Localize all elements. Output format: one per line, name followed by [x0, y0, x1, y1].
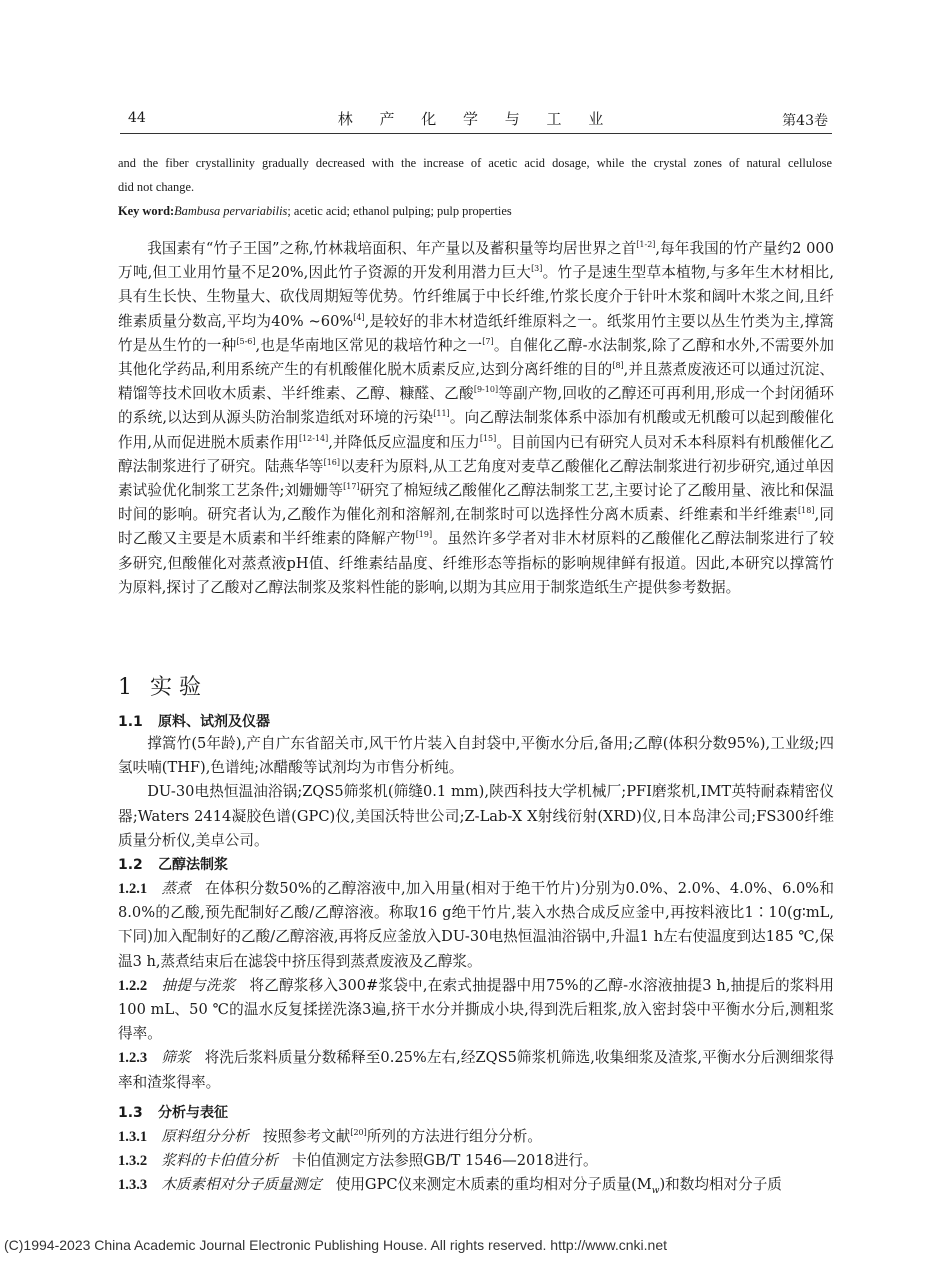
subsubsection-text: 在体积分数50%的乙醇溶液中,加入用量(相对于绝干竹片)分别为0.0%、2.0%、4.0%、6.0%和8.0%的乙酸,预先配制好乙酸/乙醇溶液。称取16 g绝干竹片,装入水热合成反应釜中,再按料液比1∶10(g∶mL,下同)加入配制好的乙酸/乙醇溶液,再将反应釜放入DU-30电热恒温油浴锅中,升温1 h左右使温度到达185 ℃,保温3 h,蒸煮结束后在滤袋中挤压得到蒸煮废液及乙醇浆。	[118, 880, 834, 970]
subsection-heading	[118, 711, 270, 731]
section-title: 实 验	[150, 675, 201, 700]
keyword-label: Key word:	[118, 204, 175, 218]
section-number: 1	[118, 675, 132, 700]
subsubsection-number: 1.3.2	[118, 1153, 148, 1170]
intro-paragraph	[118, 237, 834, 600]
subsection-number: 1.2	[118, 857, 143, 873]
citation: [15]	[479, 433, 497, 443]
subsection-title: 原料、试剂及仪器	[158, 714, 270, 730]
intro-text: 。向乙醇法制浆体系中添加有机酸或无机酸可以起到酸催化作用,从而促进脱木质素作用	[118, 409, 834, 451]
subsubsection-title: 筛浆	[161, 1049, 191, 1067]
subsection-heading	[118, 1102, 228, 1122]
header-rule	[120, 133, 832, 134]
citation: [16]	[323, 457, 340, 467]
intro-text: 以麦秆为原料,从工艺角度对麦草乙酸催化乙醇法制浆进行初步研究,通过单因素试验优化制浆工艺条件;刘姗姗等	[118, 457, 834, 500]
citation: [11]	[433, 409, 450, 419]
subsubsection-title: 木质素相对分子质量测定	[161, 1176, 322, 1194]
analysis-text	[118, 1125, 834, 1204]
abstract-line-2: did not change.	[118, 180, 195, 194]
subsubsection-paragraph	[118, 1149, 834, 1173]
subsubsection-text: 使用GPC仪来测定木质素的重均相对分子质量(M	[335, 1176, 652, 1194]
subsubsection-paragraph	[118, 1125, 834, 1149]
citation: [18]	[798, 506, 815, 516]
intro-text: 。目前国内已有研究人员对禾本科原料有机酸催化乙醇法制浆进行了研究。陆燕华等	[118, 433, 835, 475]
intro-text: 。虽然许多学者对非木材原料的乙酸催化乙醇法制浆进行了较多研究,但酸催化对蒸煮液pH值、纤维素结晶度、纤维形态等指标的影响规律鲜有报道。因此,本研究以撑篙竹为原料,探讨了乙酸对乙醇法制浆及浆料性能的影响,以期为其应用于制浆造纸生产提供参考数据。	[118, 530, 834, 596]
intro-text: ,是较好的非木材造纸纤维原料之一。纸浆用竹主要以丛生竹类为主,撑篙竹是丛生竹的一种	[118, 312, 835, 354]
page-number: 44	[128, 110, 146, 126]
subsubsection-paragraph	[118, 1046, 834, 1094]
citation: [5-6]	[236, 336, 256, 346]
citation: [12-14]	[298, 433, 329, 443]
subsubsection-number: 1.2.2	[118, 977, 148, 994]
intro-text: 研究了棉短绒乙酸催化乙醇法制浆工艺,主要讨论了乙酸用量、液比和保温时间的影响。研究者认为,乙酸作为催化剂和溶解剂,在制浆时可以选择性分离木质素、纤维素和半纤维素	[118, 482, 834, 524]
materials-paragraph: 撑篙竹(5年龄),产自广东省韶关市,风干竹片装入自封袋中,平衡水分后,备用;乙醇(体积分数95%),工业级;四氢呋喃(THF),色谱纯;冰醋酸等试剂均为市售分析纯。	[118, 735, 834, 777]
subsubsection-number: 1.2.1	[118, 881, 148, 897]
intro-text: ,也是华南地区常见的栽培竹种之一	[255, 336, 483, 354]
subsubsection-text: 所列的方法进行组分分析。	[366, 1128, 542, 1145]
subsubsection-text: 卡伯值测定方法参照GB/T 1546—2018进行。	[291, 1152, 598, 1170]
citation: [20]	[350, 1128, 367, 1137]
intro-text: 我国素有“竹子王国”之称,竹林栽培面积、年产量以及蓄积量等均居世界之首	[147, 240, 637, 257]
materials-text	[118, 732, 834, 853]
instruments-paragraph: DU-30电热恒温油浴锅;ZQS5筛浆机(筛缝0.1 mm),陕西科技大学机械厂;PFI磨浆机,IMT英特耐森精密仪器;Waters 2414凝胶色谱(GPC)仪,美国沃特世公司;Z-Lab-X X射线衍射(XRD)仪,日本岛津公司;FS300纤维质量分析仪,美卓公司。	[118, 783, 834, 849]
subsubsection-number: 1.3.1	[118, 1129, 148, 1145]
citation: [1-2]	[636, 240, 656, 249]
citation: [8]	[612, 361, 624, 371]
citation: [19]	[415, 530, 433, 540]
intro-text: ,并且蒸煮废液还可以通过沉淀、精馏等技术回收木质素、半纤维素、乙醇、糠醛、乙酸	[118, 361, 835, 403]
subsubsection-title: 浆料的卡伯值分析	[161, 1152, 278, 1170]
citation: [7]	[482, 336, 494, 346]
subsubsection-text: )和数均相对分子质	[659, 1176, 782, 1194]
intro-text: 等副产物,回收的乙醇还可再利用,形成一个封闭循环的系统,以达到从源头防治制浆造纸对环境的污染	[118, 385, 834, 427]
intro-text: ,每年我国的竹产量约2 000万吨,但工业用竹量不足20%,因此竹子资源的开发利用潜力巨大	[118, 240, 834, 282]
intro-text: 。自催化乙醇-水法制浆,除了乙醇和水外,不需要外加其他化学药品,利用系统产生的有机酸催化脱木质素反应,达到分离纤维的目的	[118, 336, 834, 379]
introduction	[118, 237, 834, 600]
intro-text: 。竹子是速生型草本植物,与多年生木材相比,具有生长快、生物量大、砍伐周期短等优势。竹纤维属于中长纤维,竹浆长度介于针叶木浆和阔叶木浆之间,且纤维素质量分数高,平均为40% ~60%	[118, 264, 835, 330]
section-heading	[118, 670, 201, 701]
journal-title: 林 产 化 学 与 工 业	[337, 110, 615, 128]
subsubsection-title: 抽提与洗浆	[161, 976, 236, 994]
subsection-number: 1.3	[118, 1105, 143, 1121]
abstract-line-1: and the fiber crystallinity gradually decreased with the increase of acetic acid dosage, while the crystal zones of natural cellulose	[118, 156, 832, 170]
intro-text: ,同时乙酸又主要是木质素和半纤维素的降解产物	[118, 506, 834, 548]
subsubsection-text: 将洗后浆料质量分数稀释至0.25%左右,经ZQS5筛浆机筛选,收集细浆及渣浆,平衡水分后测细浆得率和渣浆得率。	[118, 1049, 834, 1091]
citation: [17]	[343, 482, 360, 492]
subsubsection-paragraph	[118, 974, 834, 1047]
subsubsection-paragraph	[118, 877, 834, 974]
subsubsection-text: 按照参考文献	[262, 1128, 351, 1145]
copyright-footer: (C)1994-2023 China Academic Journal Electronic Publishing House. All rights reserved. http://www.cnki.net	[4, 1237, 667, 1253]
keyword-species: Bambusa pervariabilis	[174, 204, 288, 218]
running-header	[120, 106, 832, 130]
keyword-list: ; acetic acid; ethanol pulping; pulp properties	[287, 204, 512, 218]
subsubsection-number: 1.2.3	[118, 1050, 148, 1067]
subsubsection-title: 原料组分分析	[161, 1128, 249, 1145]
citation: [4]	[353, 312, 365, 322]
subscript: w	[651, 1186, 660, 1197]
subsubsection-title: 蒸煮	[161, 880, 192, 897]
citation: [9-10]	[473, 385, 499, 395]
subsubsection-text: 将乙醇浆移入300#浆袋中,在索式抽提器中用75%的乙醇-水溶液抽提3 h,抽提后的浆料用100 mL、50 ℃的温水反复揉搓洗涤3遍,挤干水分并撕成小块,得到洗后粗浆,放入密封袋中平衡水分后,测粗浆得率。	[118, 976, 834, 1043]
subsection-heading	[118, 854, 228, 874]
subsection-number: 1.1	[118, 714, 143, 730]
subsection-title: 分析与表征	[158, 1105, 228, 1121]
citation: [3]	[531, 264, 543, 274]
subsubsection-number: 1.3.3	[118, 1177, 148, 1194]
subsubsection-paragraph	[118, 1173, 834, 1203]
pulping-text	[118, 877, 834, 1095]
volume-label: 第43卷	[782, 113, 828, 129]
keywords	[118, 199, 832, 223]
intro-text: ,并降低反应温度和压力	[328, 433, 480, 451]
subsection-title: 乙醇法制浆	[158, 857, 228, 873]
